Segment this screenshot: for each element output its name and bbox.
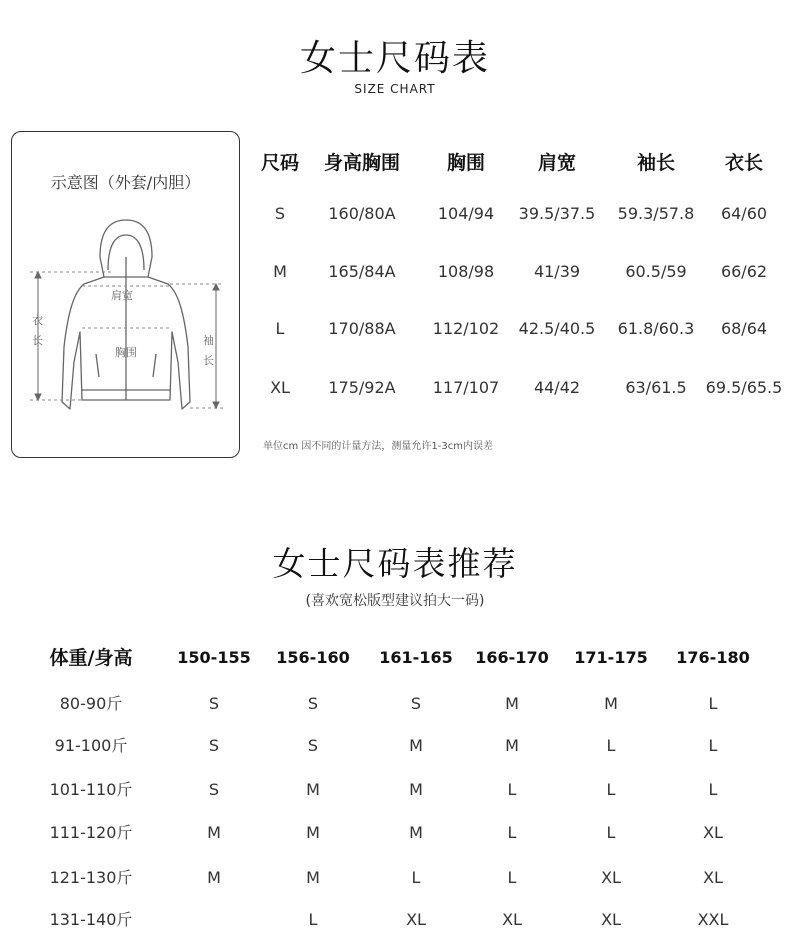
recommend-table-cell <box>169 900 259 940</box>
recommend-table-cell: 101-110斤 <box>49 780 133 799</box>
size-table-cell: 165/84A <box>328 262 396 281</box>
size-table-header <box>255 143 790 183</box>
measurement-note: 单位cm 因不同的计量方法，测量允许1-3cm内误差 <box>263 441 493 452</box>
recommend-table-row <box>20 684 780 724</box>
size-table-cell: 112/102 <box>432 319 500 338</box>
length-label-2: 长 <box>32 334 43 347</box>
recommend-table-cell: XL <box>703 868 723 887</box>
recommend-table-cell: L <box>411 868 421 887</box>
recommend-table-cell: XXL <box>697 910 729 929</box>
diagram-caption: 示意图（外套/内胆） <box>50 173 201 192</box>
recommend-table-cell: S <box>410 694 422 713</box>
shoulder-label: 肩宽 <box>111 289 133 302</box>
recommend-table-cell: XL <box>601 868 621 887</box>
recommend-table-header-cell: 体重/身高 <box>49 647 133 669</box>
recommend-table-cell: M <box>306 823 320 842</box>
page-title: 女士尺码表 <box>299 38 490 79</box>
sleeve-label-2: 长 <box>203 354 214 367</box>
size-table-cell: 66/62 <box>720 262 768 281</box>
size-table-row <box>255 194 790 234</box>
recommend-table-cell: L <box>708 694 718 713</box>
size-table-cell: XL <box>270 378 290 397</box>
size-table-header-cell: 身高胸围 <box>323 152 400 174</box>
recommend-table-cell: XL <box>406 910 426 929</box>
recommend-table-header-cell: 166-170 <box>475 648 549 667</box>
recommend-table-cell: XL <box>703 823 723 842</box>
size-table-cell: 61.8/60.3 <box>617 319 695 338</box>
recommend-table-cell: M <box>207 823 221 842</box>
measurement-diagram-panel <box>11 131 240 458</box>
size-table-cell: 68/64 <box>720 319 768 338</box>
size-table-cell: M <box>273 262 287 281</box>
size-table-header-cell: 尺码 <box>260 152 299 174</box>
recommend-table-cell: L <box>606 736 616 755</box>
recommend-table-header-cell: 161-165 <box>379 648 453 667</box>
recommend-table-cell: L <box>308 910 318 929</box>
recommend-table-cell: M <box>409 780 423 799</box>
recommend-table-header-cell: 150-155 <box>177 648 251 667</box>
size-table-cell: 108/98 <box>437 262 495 281</box>
size-table-cell: 170/88A <box>328 319 396 338</box>
recommend-table-cell: M <box>306 868 320 887</box>
size-table-cell: 60.5/59 <box>625 262 687 281</box>
size-table-cell: 44/42 <box>533 378 581 397</box>
recommend-table-cell: L <box>507 823 517 842</box>
recommend-table-cell: 111-120斤 <box>49 823 133 842</box>
recommend-table-cell: M <box>604 694 618 713</box>
size-table-cell: L <box>275 319 285 338</box>
recommend-subtitle: (喜欢宽松版型建议拍大一码) <box>305 593 485 609</box>
recommend-table-header <box>20 638 780 678</box>
recommend-table-cell: XL <box>502 910 522 929</box>
chest-label: 胸围 <box>115 346 137 359</box>
size-table-row <box>255 252 790 292</box>
recommend-table-cell: L <box>708 736 718 755</box>
recommend-table-row <box>20 726 780 766</box>
size-table-cell: 64/60 <box>720 204 768 223</box>
recommend-table-cell: 131-140斤 <box>49 910 133 929</box>
recommend-table-row <box>20 900 780 940</box>
recommend-table-cell: XL <box>601 910 621 929</box>
size-table-cell: 69.5/65.5 <box>705 378 783 397</box>
recommend-table-cell: S <box>307 736 319 755</box>
size-table-cell: 63/61.5 <box>625 378 687 397</box>
recommend-table-cell: M <box>409 736 423 755</box>
recommend-table-cell: L <box>606 823 616 842</box>
recommend-table-row <box>20 770 780 810</box>
recommend-table-cell: M <box>505 694 519 713</box>
recommend-table-cell: M <box>207 868 221 887</box>
recommend-table-row <box>20 813 780 853</box>
size-table-header-cell: 袖长 <box>636 152 675 174</box>
size-table-row <box>255 309 790 349</box>
recommend-table-header-cell: 156-160 <box>276 648 350 667</box>
recommend-table-cell: M <box>306 780 320 799</box>
size-table-header-cell: 胸围 <box>446 152 485 174</box>
recommend-table-header-cell: 171-175 <box>574 648 648 667</box>
recommend-table-cell: 91-100斤 <box>54 736 128 755</box>
recommend-table-header-cell: 176-180 <box>676 648 750 667</box>
size-table-cell: S <box>274 204 286 223</box>
recommend-table-cell: 80-90斤 <box>59 694 123 713</box>
size-table-header-cell: 衣长 <box>724 152 763 174</box>
recommend-table-cell: S <box>208 736 220 755</box>
recommend-table-cell: M <box>409 823 423 842</box>
recommend-table-cell: L <box>606 780 616 799</box>
size-table-cell: 117/107 <box>432 378 500 397</box>
sleeve-label-1: 袖 <box>203 334 214 347</box>
size-table-cell: 160/80A <box>328 204 396 223</box>
recommend-table-row <box>20 858 780 898</box>
recommend-table-cell: S <box>208 694 220 713</box>
recommend-table-cell: M <box>505 736 519 755</box>
page-subtitle: SIZE CHART <box>354 82 436 96</box>
size-table-cell: 59.3/57.8 <box>617 204 695 223</box>
recommend-table-cell: L <box>507 780 517 799</box>
recommend-table-cell: L <box>708 780 718 799</box>
size-table-header-cell: 肩宽 <box>537 152 576 174</box>
size-table-cell: 41/39 <box>533 262 581 281</box>
recommend-table-cell: S <box>208 780 220 799</box>
length-label-1: 衣 <box>32 314 43 327</box>
size-table-cell: 104/94 <box>437 204 495 223</box>
size-table-row <box>255 368 790 408</box>
recommend-table-cell: S <box>307 694 319 713</box>
recommend-table-cell: L <box>507 868 517 887</box>
recommend-title: 女士尺码表推荐 <box>272 544 518 583</box>
recommend-table-cell: 121-130斤 <box>49 868 133 887</box>
size-table-cell: 175/92A <box>328 378 396 397</box>
size-table-cell: 42.5/40.5 <box>518 319 596 338</box>
size-table-cell: 39.5/37.5 <box>518 204 596 223</box>
